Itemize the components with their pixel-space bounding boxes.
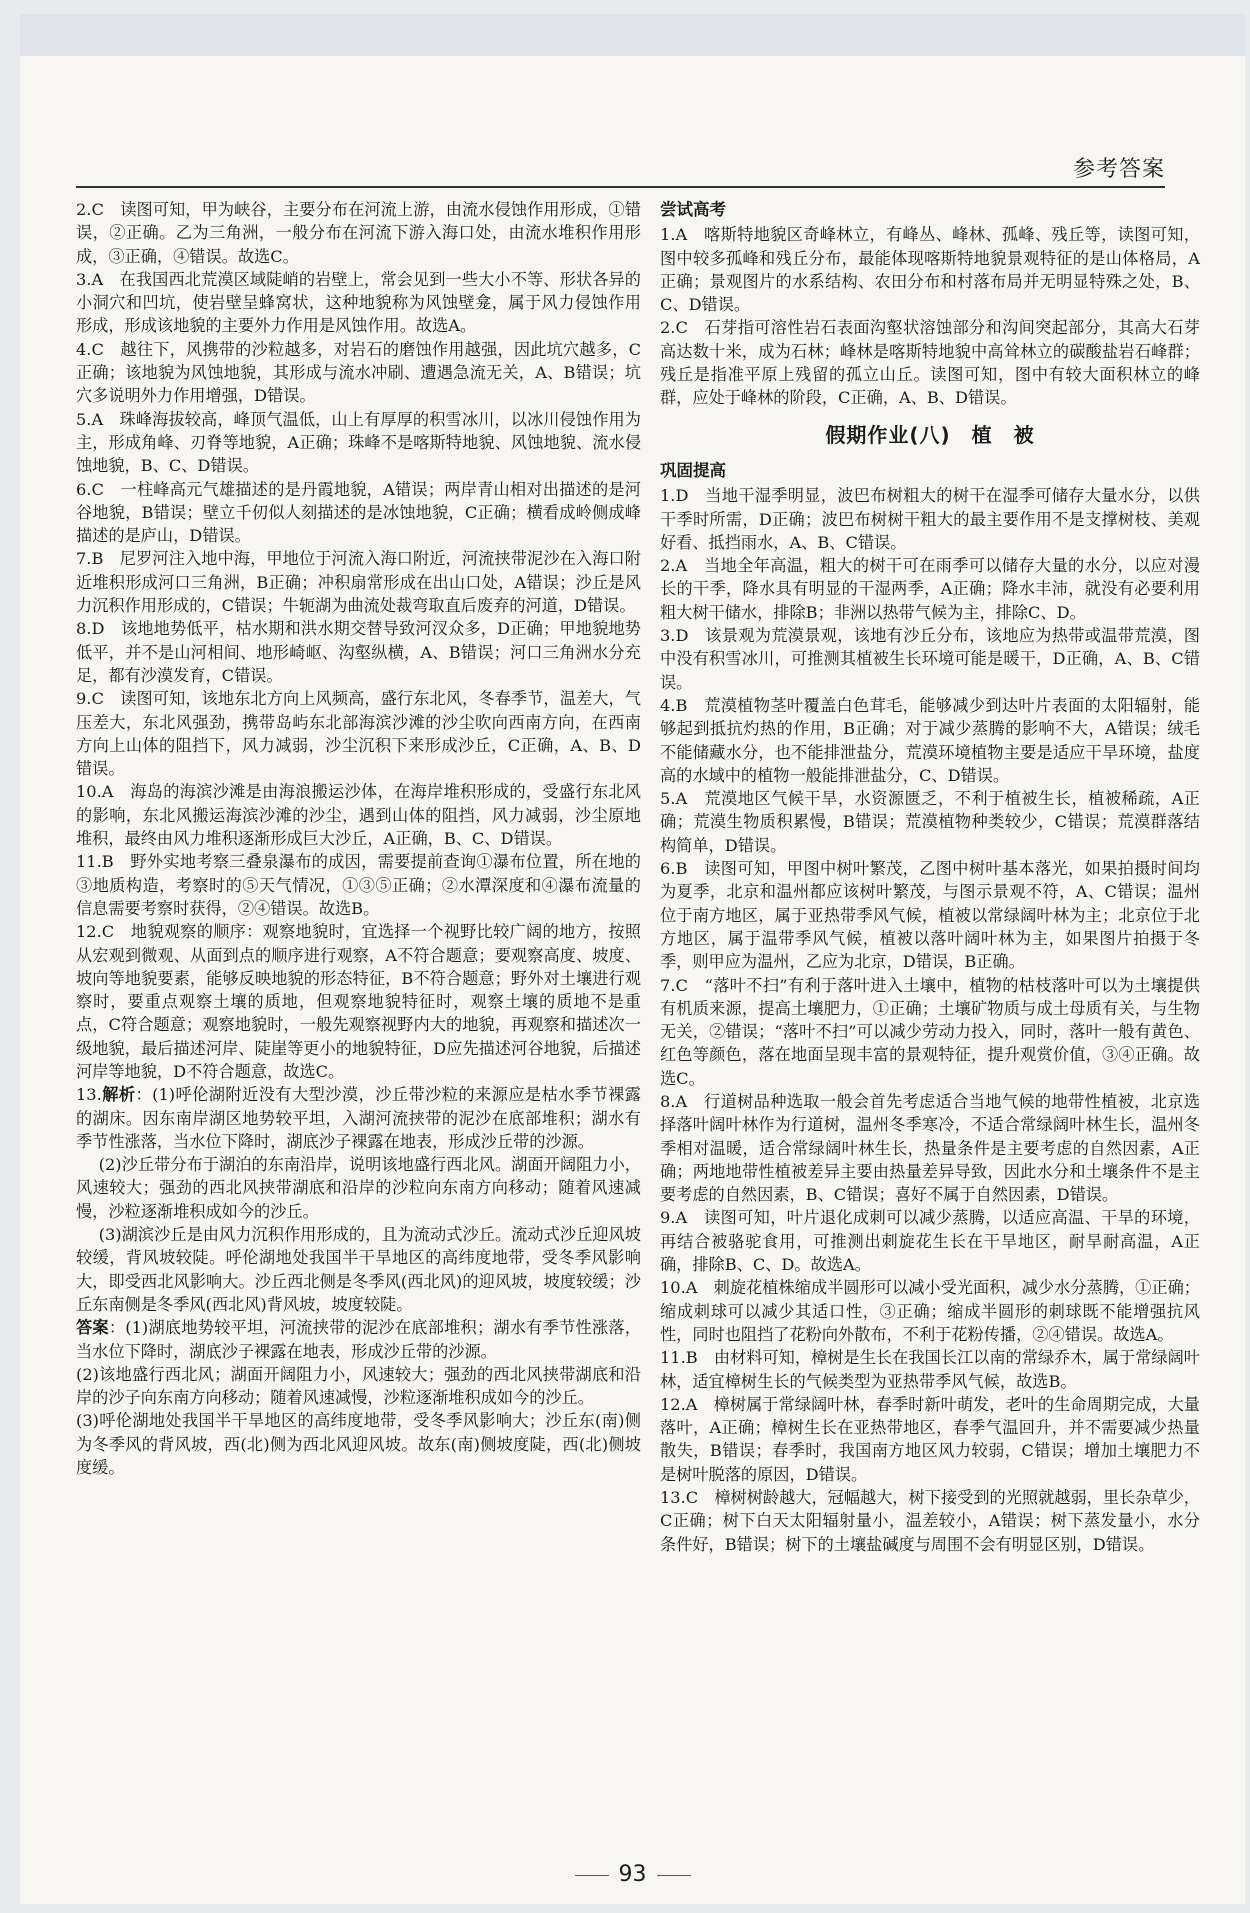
q13-analysis-part2: (2)沙丘带分布于湖泊的东南沿岸，说明该地盛行西北风。湖面开阔阻力小，风速较大；强劲的西北风挟带湖底和沿岸的沙粒向东南方向移动；随着风速减慢，沙粒逐渐堆积成如今的沙丘。 — [76, 1155, 641, 1221]
q13-answer-part1: ：(1)湖底地势较平坦，河流挟带的泥沙在底部堆积；湖水有季节性涨落，当水位下降时，湖底沙子裸露在地表，形成沙丘带的沙源。 — [76, 1318, 641, 1361]
left-column — [76, 198, 641, 1479]
q13-answer-part2: (2)该地盛行西北风；湖面开阔阻力小，风速较大；强劲的西北风挟带湖底和沿岸的沙子向东南方向移动；随着风速减慢，沙粒逐渐堆积成如今的沙丘。 — [76, 1364, 641, 1408]
answer-item: 4.C 越往下，风携带的沙粒越多，对岩石的磨蚀作用越强，因此坑穴越多，C正确；该地貌为风蚀地貌，其形成与流水冲刷、遭遇急流无关，A、B错误；坑穴多说明外力作用增强，D错误。 — [76, 339, 641, 406]
page-number-dash-left — [575, 1875, 609, 1876]
q13-analysis-part1: ：(1)呼伦湖附近没有大型沙漠，沙丘带沙粒的来源应是枯水季节裸露的湖床。因东南岸湖区地势较平坦，入湖河流挟带的泥沙在底部堆积；湖水有季节性涨落，当水位下降时，湖底沙子裸露在地表，形成沙丘带的沙源。 — [76, 1085, 641, 1151]
q13-answer — [76, 1316, 641, 1363]
q13-answer-part3: (3)呼伦湖地处我国半干旱地区的高纬度地带，受冬季风影响大；沙丘东(南)侧为冬季风的背风坡，西(北)侧为西北风迎风坡。故东(南)侧坡度陡，西(北)侧坡度缓。 — [76, 1411, 641, 1478]
answer-item: 11.B 野外实地考察三叠泉瀑布的成因，需要提前查询①瀑布位置，所在地的③地质构造，考察时的⑤天气情况，①③⑤正确；②水潭深度和④瀑布流量的信息需要考察时获得，②④错误。故选B。 — [76, 852, 641, 918]
answer-item: 5.A 荒漠地区气候干旱，水资源匮乏，不利于植被生长，植被稀疏，A正确；荒漠生物质积累慢，B错误；荒漠植物种类较少，C错误；荒漠群落结构简单，D错误。 — [660, 789, 1200, 855]
analysis-label: 解析 — [101, 1085, 136, 1105]
right-column — [660, 198, 1200, 1556]
answer-item: 3.D 该景观为荒漠景观，该地有沙丘分布，该地应为热带或温带荒漠，图中没有积雪冰川，可推测其植被生长环境可能是暖干，D正确，A、B、C错误。 — [660, 626, 1200, 692]
answer-item: 9.C 读图可知，该地东北方向上风频高，盛行东北风，冬春季节，温差大，气压差大，东北风强劲，携带岛屿东北部海滨沙滩的沙尘吹向西南方向，在西南方向上山体的阻挡下，风力减弱，沙尘沉积下来形成沙丘，C正确，A、B、D错误。 — [76, 689, 641, 779]
answer-item: 12.A 樟树属于常绿阔叶林，春季时新叶萌发，老叶的生命周期完成，大量落叶，A正确；樟树生长在亚热带地区，春季气温回升，并不需要减少热量散失，B错误；春季时，我国南方地区风力较弱，C错误；增加土壤肥力不是树叶脱落的原因，D错误。 — [660, 1394, 1200, 1484]
answer-item: 13.C 樟树树龄越大，冠幅越大，树下接受到的光照就越弱，里长杂草少，C正确；树下白天太阳辐射量小，温差较小，A错误；树下蒸发量小，水分条件好，B错误；树下的土壤盐碱度与周围不会有明显区别，D错误。 — [660, 1488, 1200, 1554]
answer-item: 8.A 行道树品种选取一般会首先考虑适合当地气候的地带性植被，北京选择落叶阔叶林作为行道树，温州冬季寒冷，不适合常绿阔叶林生长，温州冬季相对温暖，适合常绿阔叶林生长，热量条件是主要考虑的自然因素，A正确；两地地带性植被差异主要由热量差异导致，因此水分和土壤条件不是主要考虑的自然因素，B、C错误；喜好不属于自然因素，D错误。 — [660, 1091, 1200, 1205]
answer-item: 2.C 读图可知，甲为峡谷，主要分布在河流上游，由流水侵蚀作用形成，①错误，②正确。乙为三角洲，一般分布在河流下游入海口处，由流水堆积作用形成，③正确，④错误。故选C。 — [76, 200, 641, 266]
q13-analysis-part3: (3)湖滨沙丘是由风力沉积作用形成的，且为流动式沙丘。流动式沙丘迎风坡较缓，背风坡较陡。呼伦湖地处我国半干旱地区的高纬度地带，受冬季风影响大，即受西北风影响大。沙丘西北侧是冬季风(西北风)的迎风坡，坡度较缓；沙丘东南侧是冬季风(西北风)背风坡，坡度较陡。 — [76, 1225, 641, 1314]
answer-item: 1.D 当地干湿季明显，波巴布树粗大的树干在湿季可储存大量水分，以供干季时所需，D正确；波巴布树树干粗大的最主要作用不是支撑树枝、美观好看、抵挡雨水，A、B、C错误。 — [660, 486, 1200, 552]
page-number — [20, 1862, 1245, 1887]
page-number-text: 93 — [618, 1862, 647, 1887]
answer-item: 2.A 当地全年高温，粗大的树干可在雨季可以储存大量的水分，以应对漫长的干季，降水具有明显的干湿两季，A正确；降水丰沛，就没有必要利用粗大树干储水，排除B；非洲以热带气候为主，排除C、D。 — [660, 556, 1200, 622]
scan-top-band — [20, 14, 1245, 56]
answer-item: 4.B 荒漠植物茎叶覆盖白色茸毛，能够减少到达叶片表面的太阳辐射，能够起到抵抗灼热的作用，B正确；对于减少蒸腾的影响不大，A错误；绒毛不能储藏水分，也不能排泄盐分，荒漠环境植物主要是适应干旱环境，盐度高的水域中的植物一般能排泄盐分，C、D错误。 — [660, 695, 1200, 785]
answer-item: 10.A 刺旋花植株缩成半圆形可以减小受光面积，减少水分蒸腾，①正确；缩成刺球可以减少其适口性，③正确；缩成半圆形的刺球既不能增强抗风性，同时也阻挡了花粉向外散布，不利于花粉传播，②④错误。故选A。 — [660, 1278, 1200, 1344]
answer-item: 10.A 海岛的海滨沙滩是由海浪搬运沙体，在海岸堆积形成的，受盛行东北风的影响，东北风搬运海滨沙滩的沙尘，遇到山体的阻挡，风力减弱，沙尘原地堆积，最终由风力堆积逐渐形成巨大沙丘，A正确，B、C、D错误。 — [76, 782, 641, 849]
answer-item: 1.A 喀斯特地貌区奇峰林立，有峰丛、峰林、孤峰、残丘等，读图可知，图中较多孤峰和残丘分布，最能体现喀斯特地貌景观特征的是山体格局，A正确；景观图片的水系结构、农田分布和村落布局并无明显特殊之处，B、C、D错误。 — [660, 225, 1200, 315]
answer-label: 答案 — [76, 1318, 109, 1338]
answer-item: 8.D 该地地势低平，枯水期和洪水期交替导致河汊众多，D正确；甲地貌地势低平，并不是山河相间、地形崎岖、沟壑纵横，A、B错误；河口三角洲水分充足，都有沙漠发育，C错误。 — [76, 619, 641, 685]
q13-number: 13. — [76, 1085, 102, 1105]
answer-item: 5.A 珠峰海拔较高，峰顶气温低，山上有厚厚的积雪冰川，以冰川侵蚀作用为主，形成角峰、刃脊等地貌，A正确；珠峰不是喀斯特地貌、风蚀地貌、流水侵蚀地貌，B、C、D错误。 — [76, 409, 641, 476]
answer-item: 12.C 地貌观察的顺序：观察地貌时，宜选择一个视野比较广阔的地方，按照从宏观到微观、从面到点的顺序进行观察，A不符合题意；要观察高度、坡度、坡向等地貌要素，能够反映地貌的形态特征，B不符合题意；野外对土壤进行观察时，要重点观察土壤的质地，但观察地貌特征时，观察土壤的质地不是重点，C符合题意；观察地貌时，一般先观察视野内大的地貌，再观察和描述次一级地貌，最后描述河岸、陡崖等更小的地貌特征，D应先描述河谷地貌，后描述河岸等地貌，D不符合题意，故选C。 — [76, 922, 641, 1081]
answer-item: 7.B 尼罗河注入地中海，甲地位于河流入海口附近，河流挟带泥沙在入海口附近堆积形成河口三角洲，B正确；冲积扇常形成在出山口处，A错误；沙丘是风力沉积作用形成的，C错误；牛轭湖为曲流处裁弯取直后废弃的河道，D错误。 — [76, 549, 641, 616]
page — [20, 14, 1245, 1904]
answer-item: 6.C 一柱峰高元气雄描述的是丹霞地貌，A错误；两岸青山相对出描述的是河谷地貌，B错误；壁立千仞似人刻描述的是冰蚀地貌，C正确；横看成岭侧成峰描述的是庐山，D错误。 — [76, 479, 641, 546]
header-title: 参考答案 — [1072, 157, 1165, 182]
answer-item: 3.A 在我国西北荒漠区域陡峭的岩壁上，常会见到一些大小不等、形状各异的小洞穴和凹坑，使岩壁呈蜂窝状，这种地貌称为风蚀壁龛，属于风力侵蚀作用形成，形成该地貌的主要外力作用是风蚀作用。故选A。 — [76, 269, 641, 336]
answer-item: 2.C 石芽指可溶性岩石表面沟壑状溶蚀部分和沟间突起部分，其高大石芽高达数十米，成为石林；峰林是喀斯特地貌中高耸林立的碳酸盐岩石峰群；残丘是指准平原上残留的孤立山丘。读图可知，图中有较大面积林立的峰群，应处于峰林的阶段，C正确，A、B、D错误。 — [660, 318, 1200, 408]
section-title-try-exam: 尝试高考 — [660, 200, 726, 219]
chapter-title: 假期作业(八) 植 被 — [825, 422, 1035, 447]
page-number-dash-right — [657, 1875, 691, 1876]
q13-analysis — [76, 1083, 641, 1153]
answer-item: 6.B 读图可知，甲图中树叶繁茂，乙图中树叶基本落光，如果拍摄时间均为夏季，北京和温州都应该树叶繁茂，与图示景观不符，A、C错误；温州位于南方地区，属于亚热带季风气候，植被以常绿阔叶林为主；北京位于北方地区，属于温带季风气候，植被以落叶阔叶林为主，如果图片拍摄于冬季，则甲应为温州，乙应为北京，D错误，B正确。 — [660, 859, 1200, 972]
section-title-consolidate: 巩固提高 — [660, 460, 726, 480]
answer-item: 7.C “落叶不扫”有利于落叶进入土壤中，植物的枯枝落叶可以为土壤提供有机质来源，提高土壤肥力，①正确；土壤矿物质与成土母质有关，与生物无关，②错误；“落叶不扫”可以减少劳动力投入，同时，落叶一般有黄色、红色等颜色，落在地面呈现丰富的景观特征，提升观赏价值，③④正确。故选C。 — [660, 975, 1200, 1088]
answer-item: 9.A 读图可知，叶片退化成刺可以减少蒸腾，以适应高温、干旱的环境，再结合被骆驼食用，可推测出刺旋花生长在干旱地区，耐旱耐高温，A正确，排除B、C、D。故选A。 — [660, 1208, 1200, 1275]
answer-item: 11.B 由材料可知，樟树是生长在我国长江以南的常绿乔木，属于常绿阔叶林，适宜樟树生长的气候类型为亚热带季风气候，故选B。 — [660, 1348, 1200, 1391]
header-rule — [76, 186, 1165, 188]
